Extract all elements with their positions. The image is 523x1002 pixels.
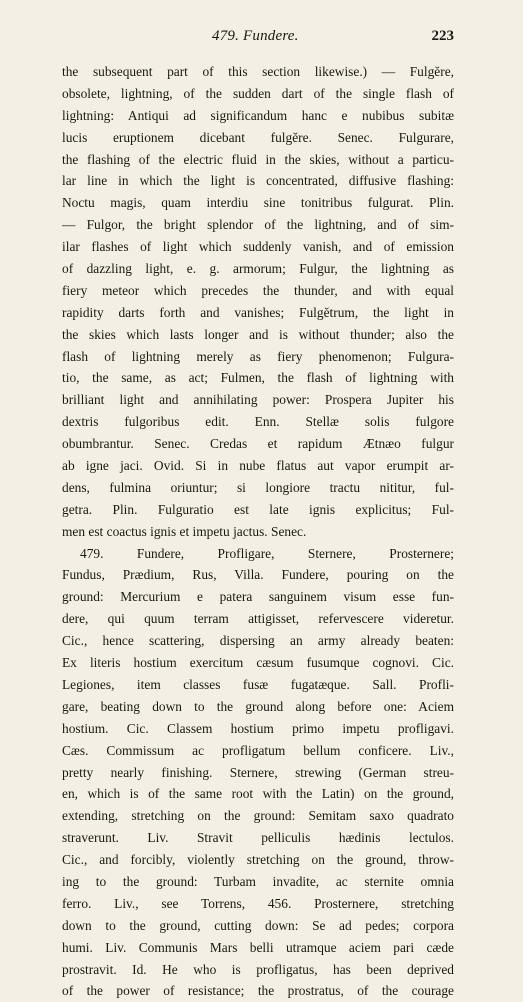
text-line: tio, the same, as act; Fulmen, the flash of lightning with xyxy=(62,370,454,386)
text-line: — Fulgor, the bright splendor of the lightning, and of sim- xyxy=(62,217,454,233)
text-line: lar line in which the light is concentrated, diffusive flashing: xyxy=(62,173,454,189)
text-line: Cic., and forcibly, violently stretching on the ground, throw- xyxy=(62,852,454,868)
text-line: the flashing of the electric fluid in the skies, without a particu- xyxy=(62,151,454,167)
text-line: dextris fulgoribus edit. Enn. Stellæ solis fulgore xyxy=(62,414,454,430)
text-line: ing to the ground: Turbam invadite, ac sternite omnia xyxy=(62,873,454,889)
text-line: Cæs. Commissum ac profligatum bellum conficere. Liv., xyxy=(62,742,454,758)
text-line: Legiones, item classes fusæ fugatæque. Sall. Profli- xyxy=(62,676,454,692)
text-line: gare, beating down to the ground along before one: Aciem xyxy=(62,698,454,714)
text-line: pretty nearly finishing. Sternere, strewing (German streu- xyxy=(62,764,454,780)
text-line: ferro. Liv., see Torrens, 456. Prosternere, stretching xyxy=(62,895,454,911)
text-line: prostravit. Id. He who is profligatus, has been deprived xyxy=(62,961,454,977)
text-line: ab igne jaci. Ovid. Si in nube flatus aut vapor erumpit ar- xyxy=(62,458,454,474)
text-line: obumbrantur. Senec. Credas et rapidum Ætnæo fulgur xyxy=(62,436,454,452)
text-line: the skies which lasts longer and is without thunder; also the xyxy=(62,326,454,342)
text-line: humi. Liv. Communis Mars belli utramque aciem pari cæde xyxy=(62,939,454,955)
text-line: 479. Fundere, Profligare, Sternere, Prosternere; xyxy=(80,545,454,561)
body-text xyxy=(62,61,454,1002)
text-line: en, which is of the same root with the Latin) on the ground, xyxy=(62,786,454,802)
text-line: lucis eruptionem dicebant fulgĕre. Senec. Fulgurare, xyxy=(62,129,454,145)
text-line: men est coactus ignis et impetu jactus. Senec. xyxy=(62,523,307,539)
text-line: hostium. Cic. Classem hostium primo impetu profligavi. xyxy=(62,720,454,736)
text-line: obsolete, lightning, of the sudden dart of the single flash of xyxy=(62,85,454,101)
text-line: Fundus, Prædium, Rus, Villa. Fundere, pouring on the xyxy=(62,567,454,583)
text-line: rapidity darts forth and vanishes; Fulgĕtrum, the light in xyxy=(62,304,454,320)
page-header xyxy=(62,28,454,50)
text-line: dere, qui quum terram attigisset, refervescere videretur. xyxy=(62,611,454,627)
text-line: Cic., hence scattering, dispersing an army already beaten: xyxy=(62,633,454,649)
text-line: of dazzling light, e. g. armorum; Fulgur, the lightning as xyxy=(62,261,454,277)
text-line: dens, fulmina oriuntur; si longiore tractu nititur, ful- xyxy=(62,479,454,495)
text-line: Noctu magis, quam interdiu sine tonitribus fulgurat. Plin. xyxy=(62,195,454,211)
text-line: Ex literis hostium exercitum cæsum fusumque cognovi. Cic. xyxy=(62,655,454,671)
text-line: brilliant light and annihilating power: Prospera Jupiter his xyxy=(62,392,454,408)
text-line: fiery meteor which precedes the thunder, and with equal xyxy=(62,282,454,298)
text-line: extending, stretching on the ground: Semitam saxo quadrato xyxy=(62,808,454,824)
text-line: flash of lightning merely as fiery phenomenon; Fulgura- xyxy=(62,348,454,364)
text-line: ground: Mercurium e patera sanguinem visum esse fun- xyxy=(62,589,454,605)
page-number: 223 xyxy=(431,28,454,44)
text-line: lightning: Antiqui ad significandum hanc e nubibus subitæ xyxy=(62,107,454,123)
text-line: the subsequent part of this section likewise.) — Fulgĕre, xyxy=(62,64,454,79)
text-line: ilar flashes of light which suddenly vanish, and of emission xyxy=(62,239,454,255)
text-line: down to the ground, cutting down: Se ad pedes; corpora xyxy=(62,917,454,933)
text-line: of the power of resistance; the prostratus, of the courage xyxy=(62,983,454,999)
text-line: getra. Plin. Fulguratio est late ignis explicitus; Ful- xyxy=(62,501,454,517)
text-line: straverunt. Liv. Stravit pelliculis hædinis lectulos. xyxy=(62,830,454,846)
running-title: 479. Fundere. xyxy=(212,28,299,44)
